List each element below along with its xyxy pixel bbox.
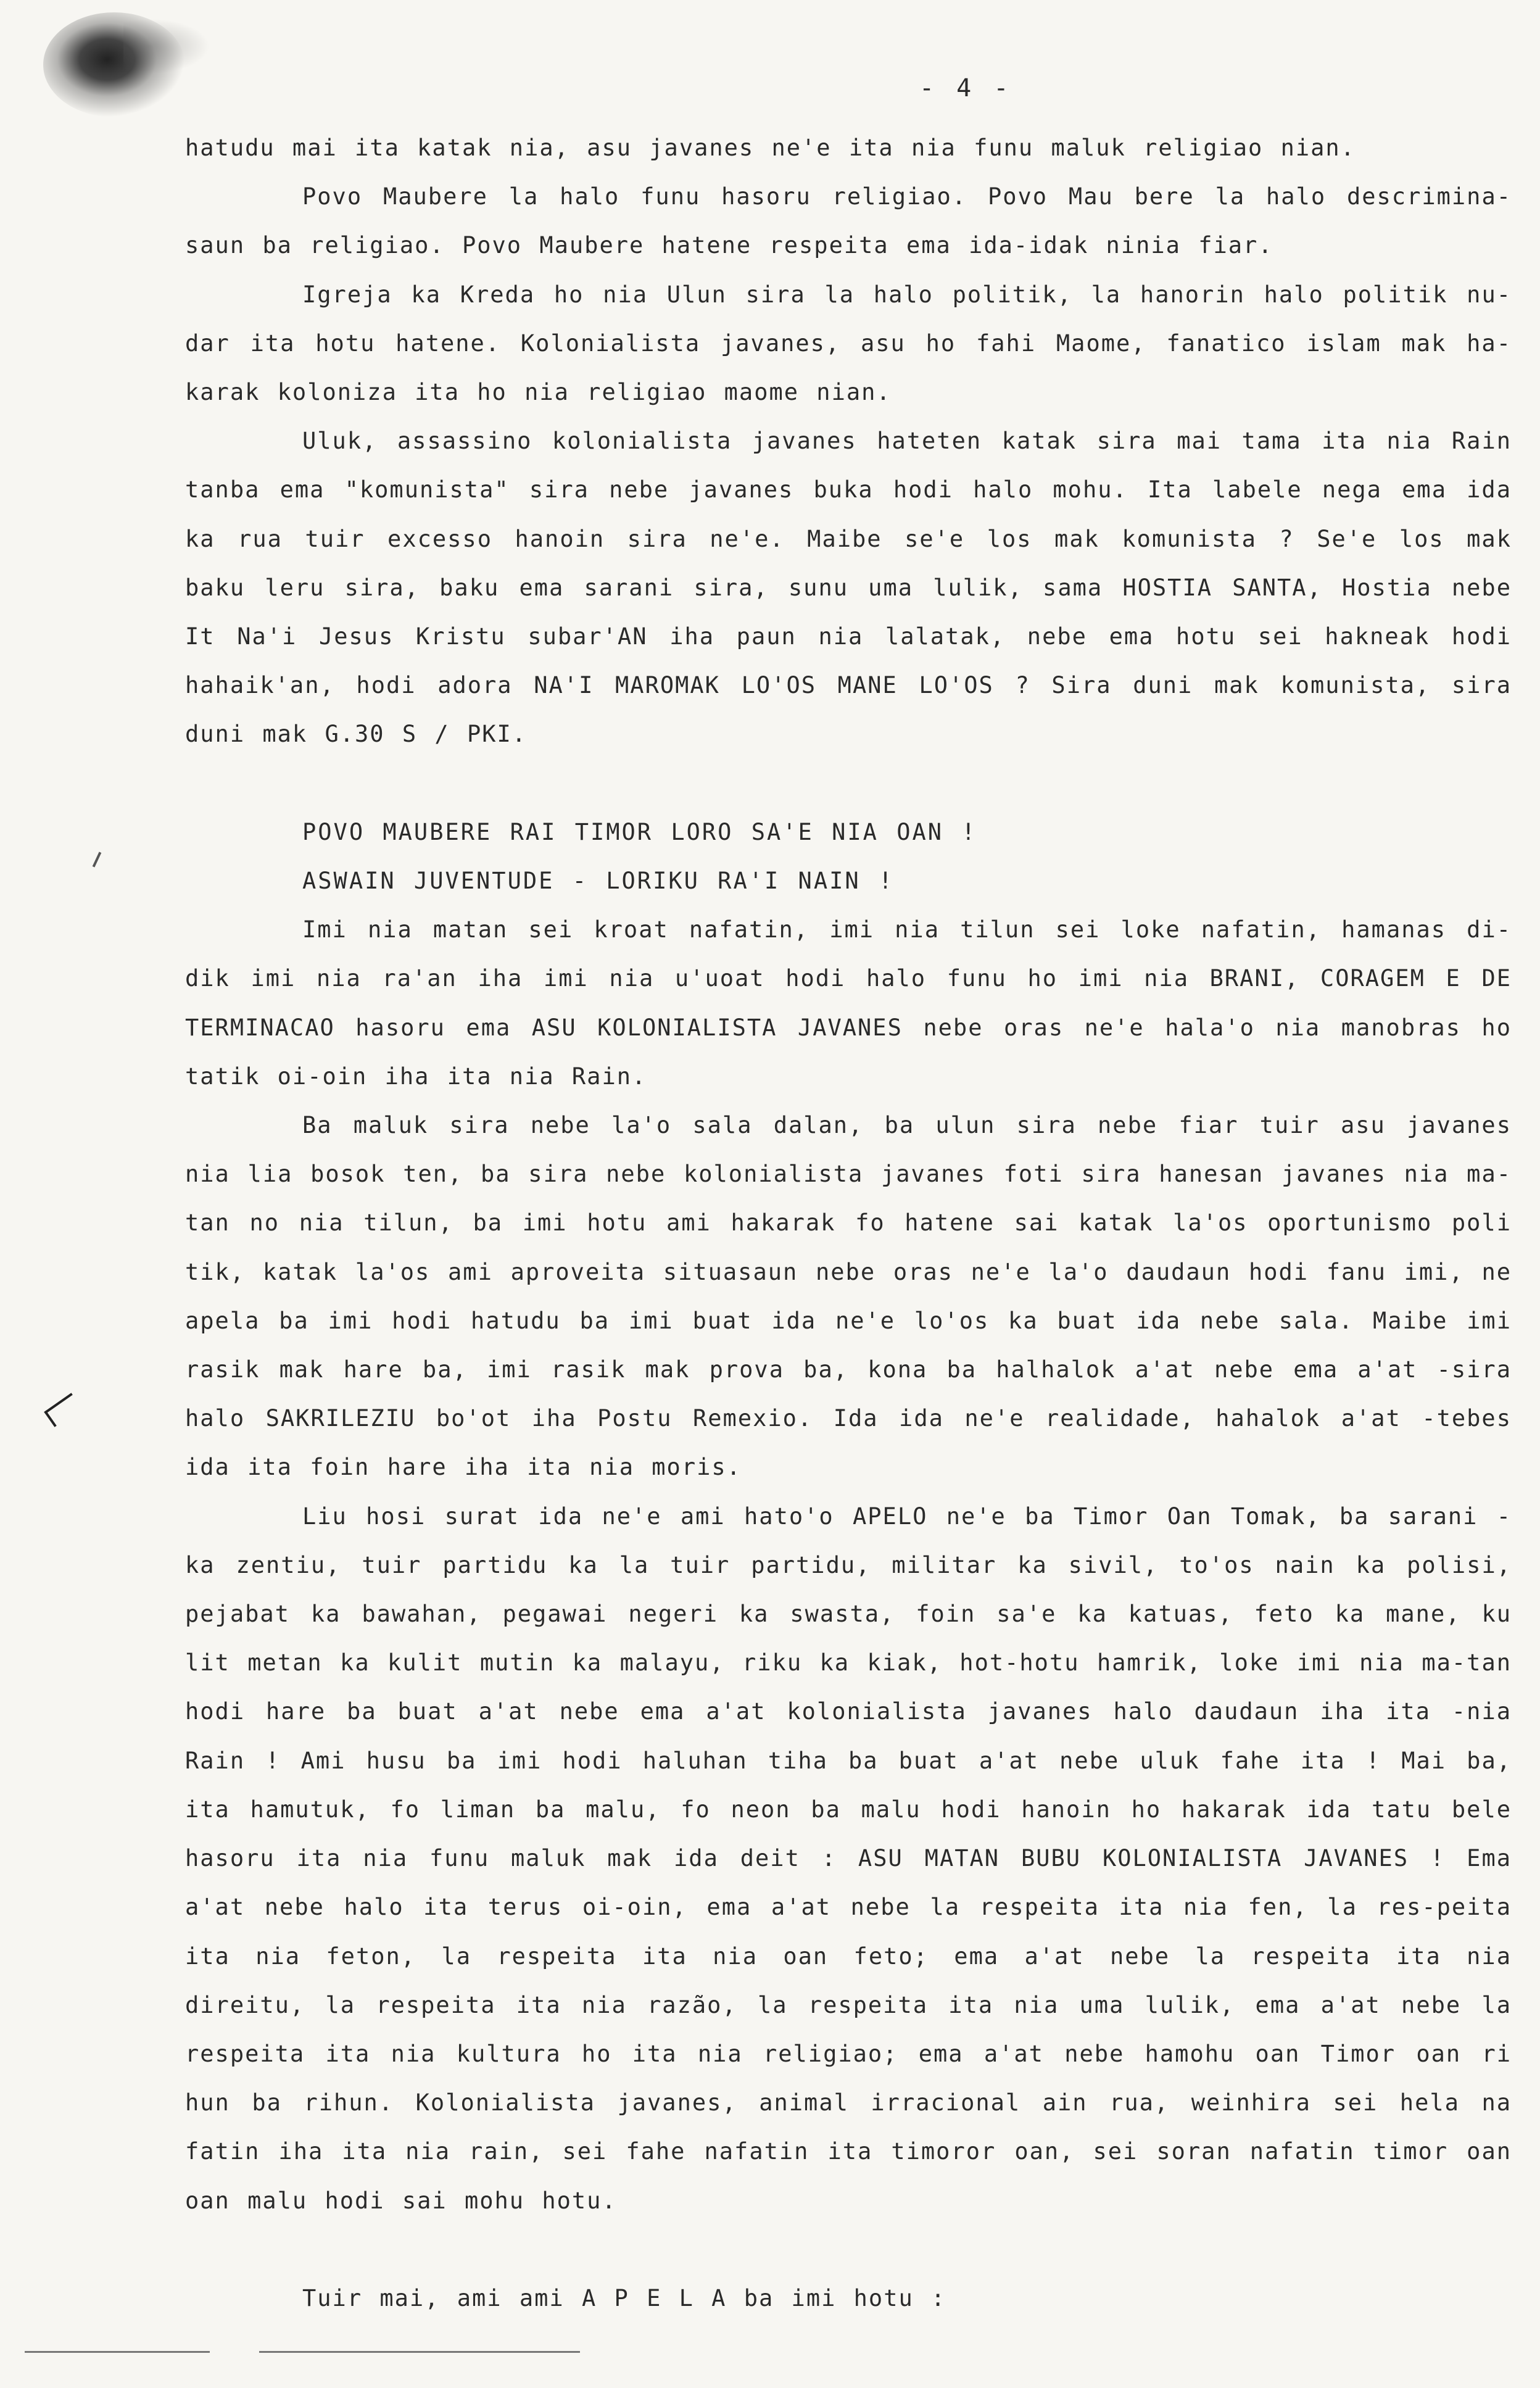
heading-line: ASWAIN JUVENTUDE - LORIKU RA'I NAIN ! xyxy=(302,868,895,895)
page-number: - 4 - xyxy=(919,74,1012,102)
footer-rule xyxy=(259,2351,580,2353)
paragraph: Tuir mai, ami ami A P E L A ba imi hotu : xyxy=(302,2284,946,2311)
spacer xyxy=(185,2225,1512,2274)
ink-smudge-faint xyxy=(123,19,210,74)
heading-line: POVO MAUBERE RAI TIMOR LORO SA'E NIA OAN ! xyxy=(302,818,977,845)
paragraph: Ba maluk sira nebe la'o sala dalan, ba ulun sira nebe fiar tuir asu javanes nia lia bosok ten, ba sira nebe kolonialista javanes foti sira hanesan javanes nia ma-tan no nia tilun, ba imi hotu ami hakarak fo hatene sai katak la'os oportunismo poli tik, katak la'os ami aproveita situasaun nebe oras ne'e la'o daudaun hodi fanu imi, ne apela ba imi hodi hatudu ba imi buat ida ne'e lo'os ka buat ida nebe sala. Maibe imi rasik mak hare ba, imi rasik mak prova ba, kona ba halhalok a'at nebe ema a'at -sira halo SAKRILEZIU bo'ot iha Postu Remexio. Ida ida ne'e realidade, hahalok a'at -tebes ida ita foin hare iha ita nia moris. xyxy=(185,1112,1512,1481)
document-body xyxy=(185,123,1512,2323)
footer-rule xyxy=(25,2351,210,2353)
margin-mark-small xyxy=(93,852,102,867)
paragraph: Povo Maubere la halo funu hasoru religiao. Povo Mau bere la halo descrimina-saun ba religiao. Povo Maubere hatene respeita ema ida-idak ninia fiar. xyxy=(185,183,1512,259)
paragraph: Uluk, assassino kolonialista javanes hateten katak sira mai tama ita nia Rain tanba ema "komunista" sira nebe javanes buka hodi halo mohu. Ita labele nega ema ida ka rua tuir excesso hanoin sira ne'e. Maibe se'e los mak komunista ? Se'e los mak baku leru sira, baku ema sarani sira, sunu uma lulik, sama HOSTIA SANTA, Hostia nebe It Na'i Jesus Kristu subar'AN iha paun nia lalatak, nebe ema hotu sei hakneak hodi hahaik'an, hodi adora NA'I MAROMAK LO'OS MANE LO'OS ? Sira duni mak komunista, sira duni mak G.30 S / PKI. xyxy=(185,428,1512,748)
paragraph: Liu hosi surat ida ne'e ami hato'o APELO ne'e ba Timor Oan Tomak, ba sarani -ka zentiu, tuir partidu ka la tuir partidu, militar ka sivil, to'os nain ka polisi, pejabat ka bawahan, pegawai negeri ka swasta, foin sa'e ka katuas, feto ka mane, ku lit metan ka kulit mutin ka malayu, riku ka kiak, hot-hotu hamrik, loke imi nia ma-tan hodi hare ba buat a'at nebe ema a'at kolonialista javanes halo daudaun iha ita -nia Rain ! Ami husu ba imi hodi haluhan tiha ba buat a'at nebe uluk fahe ita ! Mai ba, ita hamutuk, fo liman ba malu, fo neon ba malu hodi hanoin ho hakarak ida tatu bele hasoru ita nia funu maluk mak ida deit : ASU MATAN BUBU KOLONIALISTA JAVANES ! Ema a'at nebe halo ita terus oi-oin, ema a'at nebe la respeita ita nia fen, la res-peita ita nia feton, la respeita ita nia oan feto; ema a'at nebe la respeita ita nia direitu, la respeita ita nia razão, la respeita ita nia uma lulik, ema a'at nebe la respeita ita nia kultura ho ita nia religiao; ema a'at nebe hamohu oan Timor oan ri hun ba rihun. Kolonialista javanes, animal irracional ain rua, weinhira sei hela na fatin iha ita nia rain, sei fahe nafatin ita timoror oan, sei soran nafatin timor oan oan malu hodi sai mohu hotu. xyxy=(185,1503,1512,2214)
paragraph: Imi nia matan sei kroat nafatin, imi nia tilun sei loke nafatin, hamanas di-dik imi nia ra'an iha imi nia u'uoat hodi halo funu ho imi nia BRANI, CORAGEM E DE TERMINACAO hasoru ema ASU KOLONIALISTA JAVANES nebe oras ne'e hala'o nia manobras ho tatik oi-oin iha ita nia Rain. xyxy=(185,916,1512,1090)
spacer xyxy=(185,759,1512,808)
paragraph: Igreja ka Kreda ho nia Ulun sira la halo politik, la hanorin halo politik nu-dar ita hotu hatene. Kolonialista javanes, asu ho fahi Maome, fanatico islam mak ha-karak koloniza ita ho nia religiao maome nian. xyxy=(185,281,1512,406)
paragraph: hatudu mai ita katak nia, asu javanes ne'e ita nia funu maluk religiao nian. xyxy=(185,135,1356,161)
margin-mark-caret xyxy=(44,1393,81,1427)
